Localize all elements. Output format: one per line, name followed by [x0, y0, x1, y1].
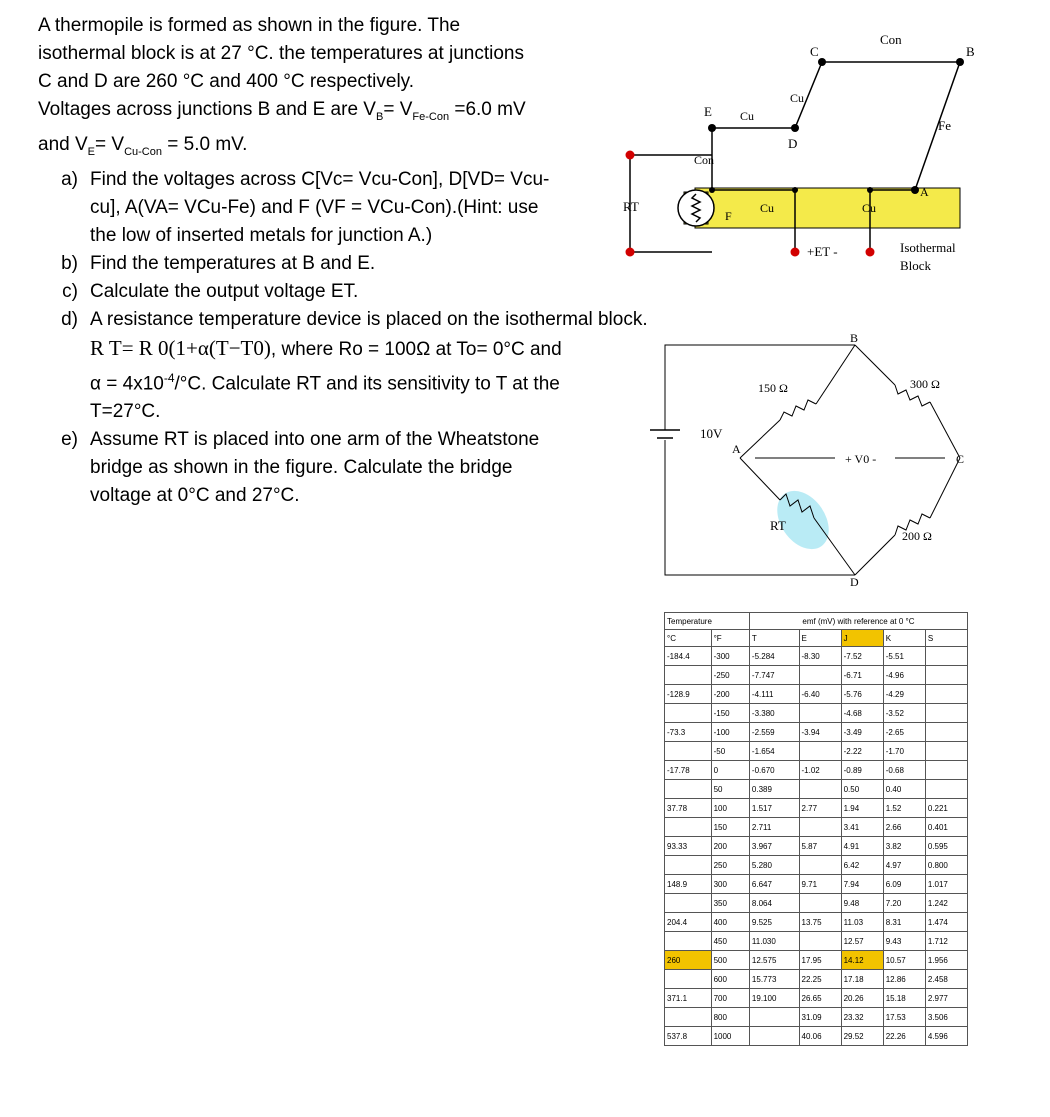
voltage-line-1: Voltages across junctions B and E are $V_B= V_{Fe-Con} =6.0$ mV: [38, 99, 526, 123]
label-c: C: [810, 44, 819, 59]
bridge-label-r300: 300 Ω: [910, 377, 940, 391]
label-b: B: [966, 44, 975, 59]
table-cell: 1.94: [841, 799, 883, 818]
table-row: [665, 1008, 968, 1027]
table-cell: 40.06: [799, 1027, 841, 1046]
table-cell: -1.70: [883, 742, 925, 761]
label-con-block: Con: [694, 153, 715, 167]
table-cell: -4.111: [749, 685, 799, 704]
label-e: E: [704, 104, 712, 119]
table-cell: 250: [711, 856, 749, 875]
table-cell: [665, 856, 712, 875]
table-cell: -4.29: [883, 685, 925, 704]
table-cell: 2.711: [749, 818, 799, 837]
table-cell: 1.517: [749, 799, 799, 818]
table-row: [665, 780, 968, 799]
table-cell: 1.712: [925, 932, 967, 951]
table-cell: 0.221: [925, 799, 967, 818]
table-cell: -2.22: [841, 742, 883, 761]
table-cell: -1.654: [749, 742, 799, 761]
table-row: [665, 666, 968, 685]
table-cell: 537.8: [665, 1027, 712, 1046]
table-cell: [799, 704, 841, 723]
table-column-header: J: [841, 630, 883, 647]
table-cell: 11.03: [841, 913, 883, 932]
bridge-label-a: A: [732, 442, 741, 456]
table-cell: [925, 647, 967, 666]
table-column-header: °C: [665, 630, 712, 647]
table-cell: 4.97: [883, 856, 925, 875]
intro-line: A thermopile is formed as shown in the figure. The: [38, 15, 461, 36]
table-cell: 22.26: [883, 1027, 925, 1046]
table-row: [665, 704, 968, 723]
table-cell: -150: [711, 704, 749, 723]
table-cell: -7.52: [841, 647, 883, 666]
table-cell: [925, 704, 967, 723]
table-cell: 2.77: [799, 799, 841, 818]
table-cell: -128.9: [665, 685, 712, 704]
bridge-label-rt: RT: [770, 518, 786, 533]
label-block: Block: [900, 258, 932, 273]
table-cell: 0.389: [749, 780, 799, 799]
table-cell: 3.506: [925, 1008, 967, 1027]
table-cell: 3.82: [883, 837, 925, 856]
table-cell: 4.596: [925, 1027, 967, 1046]
bridge-label-r150: 150 Ω: [758, 381, 788, 395]
table-cell: 5.280: [749, 856, 799, 875]
label-a: A: [920, 185, 929, 199]
table-cell: 200: [711, 837, 749, 856]
table-cell: 5.87: [799, 837, 841, 856]
problem-text: [38, 12, 648, 510]
thermocouple-table: [664, 612, 968, 1080]
bridge-label-d: D: [850, 575, 859, 589]
table-cell: 600: [711, 970, 749, 989]
table-cell: -5.76: [841, 685, 883, 704]
table-cell: 9.525: [749, 913, 799, 932]
terminal-dot: [626, 151, 635, 160]
question-b: b) Find the temperatures at B and E.: [61, 252, 376, 274]
table-cell: -4.96: [883, 666, 925, 685]
table-cell: 8.064: [749, 894, 799, 913]
label-cu-right: Cu: [862, 201, 877, 215]
table-row: [665, 685, 968, 704]
table-cell: -2.559: [749, 723, 799, 742]
table-cell: [925, 723, 967, 742]
table-cell: -8.30: [799, 647, 841, 666]
table-row: [665, 742, 968, 761]
table-cell: [799, 780, 841, 799]
table-cell: [665, 666, 712, 685]
label-rt: RT: [623, 199, 639, 214]
table-row: [665, 1027, 968, 1046]
table-header-temperature: Temperature: [665, 613, 750, 630]
voltage-line-2: and $V_E= V_{Cu-Con} = 5.0$ mV.: [38, 133, 248, 158]
table-cell: [665, 818, 712, 837]
table-cell: 0.40: [883, 780, 925, 799]
table-cell: 17.95: [799, 951, 841, 970]
table-cell: [665, 1008, 712, 1027]
table-cell: 1.474: [925, 913, 967, 932]
table-cell: [665, 932, 712, 951]
table-cell: [799, 932, 841, 951]
terminal-dot: [866, 248, 875, 257]
table-cell: -100: [711, 723, 749, 742]
table-cell: -5.284: [749, 647, 799, 666]
table-cell: -184.4: [665, 647, 712, 666]
table-cell: -3.52: [883, 704, 925, 723]
label-isothermal: Isothermal: [900, 240, 956, 255]
table-cell: 150: [711, 818, 749, 837]
table-cell: 9.43: [883, 932, 925, 951]
table-cell: 0.401: [925, 818, 967, 837]
table-cell: [925, 761, 967, 780]
table-cell: 10.57: [883, 951, 925, 970]
table-cell: 300: [711, 875, 749, 894]
table-row: [665, 723, 968, 742]
table-cell: -200: [711, 685, 749, 704]
table-row: [665, 647, 968, 666]
table-row: [665, 837, 968, 856]
table-row: [665, 761, 968, 780]
question-a: a) Find the voltages across C[Vc= Vcu-Con], D[VD= Vcu-cu], A(VA= VCu-Fe) and F (VF = VCu-Con).(Hint: use the low of inserted metals for junction A.): [61, 168, 550, 246]
table-cell: 17.53: [883, 1008, 925, 1027]
table-cell: -6.40: [799, 685, 841, 704]
table-cell: 12.575: [749, 951, 799, 970]
table-cell: 371.1: [665, 989, 712, 1008]
table-cell: 1.017: [925, 875, 967, 894]
table-cell: [665, 704, 712, 723]
table-cell: 260: [665, 951, 712, 970]
table-cell: 14.12: [841, 951, 883, 970]
label-cu-left: Cu: [740, 109, 755, 123]
table-header-emf: emf (mV) with reference at 0 °C: [749, 613, 967, 630]
bridge-label-10v: 10V: [700, 426, 723, 441]
table-cell: 37.78: [665, 799, 712, 818]
table-cell: [749, 1027, 799, 1046]
table-cell: 350: [711, 894, 749, 913]
table-cell: [799, 666, 841, 685]
table-cell: -0.68: [883, 761, 925, 780]
table-cell: 13.75: [799, 913, 841, 932]
question-d: d) A resistance temperature device is placed on the isothermal block. R T= R 0(1+α(T−T0), where Ro = 100Ω at To= 0°C and $\alpha = 4x10^{-4}/^\circ C$. Calculate RT and its sensitivity to T at the T=27°C.: [61, 308, 648, 422]
table-cell: -73.3: [665, 723, 712, 742]
label-et: +ET -: [807, 244, 838, 259]
table-row: [665, 875, 968, 894]
table-cell: -0.670: [749, 761, 799, 780]
bridge-label-b: B: [850, 331, 859, 345]
table-cell: 0.50: [841, 780, 883, 799]
table-cell: 12.86: [883, 970, 925, 989]
table-cell: 100: [711, 799, 749, 818]
table-row: [665, 818, 968, 837]
bridge-label-c: C: [956, 452, 965, 466]
table-cell: 22.25: [799, 970, 841, 989]
table-row: [665, 970, 968, 989]
table-cell: 1000: [711, 1027, 749, 1046]
table-cell: 19.100: [749, 989, 799, 1008]
table-row: [665, 989, 968, 1008]
bridge-label-r200: 200 Ω: [902, 529, 932, 543]
intro-line: isothermal block is at 27 °C. the temperatures at junctions: [38, 43, 524, 64]
table-cell: 50: [711, 780, 749, 799]
table-cell: 1.242: [925, 894, 967, 913]
table-cell: 9.71: [799, 875, 841, 894]
table-cell: -300: [711, 647, 749, 666]
table-cell: [925, 685, 967, 704]
table-cell: 29.52: [841, 1027, 883, 1046]
table-cell: -3.49: [841, 723, 883, 742]
table-cell: 450: [711, 932, 749, 951]
table-cell: 2.977: [925, 989, 967, 1008]
table-cell: [665, 742, 712, 761]
terminal-dot: [626, 248, 635, 257]
table-row: [665, 951, 968, 970]
table-cell: -250: [711, 666, 749, 685]
table-cell: 31.09: [799, 1008, 841, 1027]
table-cell: 2.66: [883, 818, 925, 837]
table-cell: [799, 894, 841, 913]
table-cell: [665, 970, 712, 989]
table-column-header: S: [925, 630, 967, 647]
table-cell: 26.65: [799, 989, 841, 1008]
label-fe: Fe: [938, 118, 951, 133]
table-cell: 9.48: [841, 894, 883, 913]
table-cell: 6.42: [841, 856, 883, 875]
table-cell: [799, 742, 841, 761]
table-cell: 15.773: [749, 970, 799, 989]
table-cell: [925, 742, 967, 761]
table-cell: [749, 1008, 799, 1027]
table-cell: -0.89: [841, 761, 883, 780]
table-cell: 204.4: [665, 913, 712, 932]
question-e: e) Assume RT is placed into one arm of the Wheatstone bridge as shown in the figure. Calculate the bridge voltage at 0°C and 27°C.: [61, 428, 540, 506]
label-d: D: [788, 136, 798, 151]
wheatstone-bridge-diagram: [640, 330, 1000, 590]
table-cell: 23.32: [841, 1008, 883, 1027]
table-cell: 93.33: [665, 837, 712, 856]
table-cell: [799, 856, 841, 875]
table-cell: 2.458: [925, 970, 967, 989]
table-row: [665, 799, 968, 818]
table-cell: [799, 818, 841, 837]
table-cell: 15.18: [883, 989, 925, 1008]
table-row: [665, 894, 968, 913]
label-con-top: Con: [880, 32, 902, 47]
table-cell: 3.967: [749, 837, 799, 856]
table-cell: [665, 780, 712, 799]
table-cell: 7.20: [883, 894, 925, 913]
table-cell: -17.78: [665, 761, 712, 780]
table-column-header: °F: [711, 630, 749, 647]
table-cell: 7.94: [841, 875, 883, 894]
table-cell: -3.94: [799, 723, 841, 742]
table-cell: 17.18: [841, 970, 883, 989]
table-cell: 700: [711, 989, 749, 1008]
bridge-label-vo: + V0 -: [845, 452, 877, 466]
table-cell: 6.09: [883, 875, 925, 894]
table-cell: 11.030: [749, 932, 799, 951]
table-column-header: T: [749, 630, 799, 647]
table-cell: -2.65: [883, 723, 925, 742]
table-cell: -5.51: [883, 647, 925, 666]
table-cell: 0.800: [925, 856, 967, 875]
table-cell: -3.380: [749, 704, 799, 723]
table-cell: [925, 666, 967, 685]
table-cell: 0: [711, 761, 749, 780]
table-cell: -7.747: [749, 666, 799, 685]
table-cell: -50: [711, 742, 749, 761]
table-cell: [925, 780, 967, 799]
table-cell: 3.41: [841, 818, 883, 837]
label-cu-mid: Cu: [760, 201, 775, 215]
thermopile-diagram: [600, 20, 1000, 280]
table-cell: 4.91: [841, 837, 883, 856]
table-cell: [665, 894, 712, 913]
table-cell: 148.9: [665, 875, 712, 894]
table-row: [665, 856, 968, 875]
table-cell: 6.647: [749, 875, 799, 894]
label-cu-upper: Cu: [790, 91, 805, 105]
table-cell: 20.26: [841, 989, 883, 1008]
table-row: [665, 913, 968, 932]
table-cell: -6.71: [841, 666, 883, 685]
table-column-header: E: [799, 630, 841, 647]
table-cell: 800: [711, 1008, 749, 1027]
table-cell: 1.956: [925, 951, 967, 970]
table-column-header: K: [883, 630, 925, 647]
table-cell: 12.57: [841, 932, 883, 951]
table-cell: 8.31: [883, 913, 925, 932]
question-c: c) Calculate the output voltage ET.: [62, 280, 359, 302]
table-cell: 1.52: [883, 799, 925, 818]
label-f: F: [725, 209, 732, 223]
table-cell: -1.02: [799, 761, 841, 780]
table-cell: 400: [711, 913, 749, 932]
intro-line: C and D are 260 °C and 400 °C respectively.: [38, 71, 415, 92]
terminal-dot: [791, 248, 800, 257]
table-cell: 500: [711, 951, 749, 970]
table-row: [665, 932, 968, 951]
table-cell: 0.595: [925, 837, 967, 856]
table-cell: -4.68: [841, 704, 883, 723]
